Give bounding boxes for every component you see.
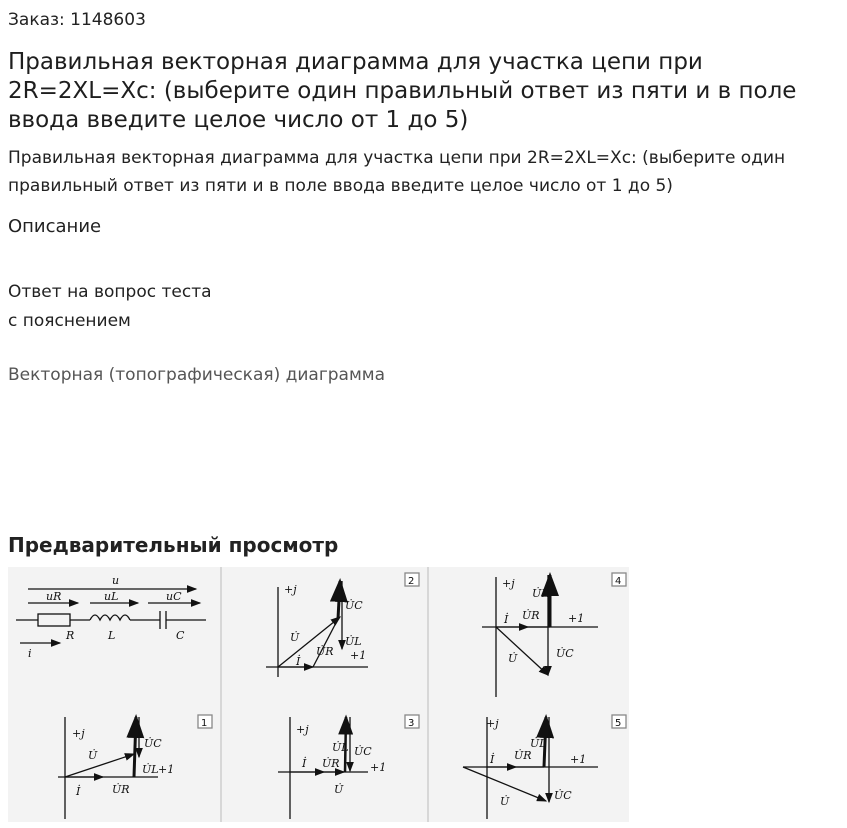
p3-UL: U̇L [332,741,349,754]
description-heading: Описание [8,216,102,237]
order-number: Заказ: 1148603 [8,10,146,30]
p4-UR: U̇R [522,609,540,622]
vector-diagrams-figure [8,567,629,822]
p2-UC: U̇C [345,599,363,612]
preview-heading: Предварительный просмотр [8,533,339,557]
circuit-label-i: i [28,647,32,660]
p1-UR: U̇R [112,783,130,796]
p2-UL: U̇L [345,635,362,648]
p1-U: U̇ [88,749,98,762]
p1-j: +j [72,727,85,740]
p3-j: +j [296,723,309,736]
p4-UL: U̇L [532,587,549,600]
circuit-label-uR: uR [46,590,62,603]
option-number-4: 4 [615,576,622,587]
p4-I: İ [504,613,509,626]
p1-UC: U̇C [144,737,162,750]
p1-one: +1 [158,763,175,776]
option-number-2: 2 [408,576,415,587]
p2-I: İ [296,655,301,668]
answer-line-2: с пояснением [8,311,131,331]
circuit-label-R: R [66,629,75,642]
p2-U: U̇ [290,631,300,644]
p2-UR: U̇R [316,645,334,658]
answer-line-1: Ответ на вопрос теста [8,282,212,302]
circuit-label-C: C [176,629,185,642]
p1-I: İ [76,785,81,798]
option-number-3: 3 [408,718,415,729]
p1-UL: U̇L [142,763,159,776]
option-number-1: 1 [201,718,208,729]
question-text: Правильная векторная диаграмма для участка цепи при 2R=2XL=Xc: (выберите один правильный ответ из пяти и в поле ввода введите целое число от 1 до 5) [8,148,786,196]
circuit-label-u: u [112,574,120,587]
diagram-caption: Векторная (топографическая) диаграмма [8,365,386,385]
p2-one: +1 [350,649,367,662]
p3-one: +1 [370,761,387,774]
p5-one: +1 [570,753,587,766]
p5-j: +j [486,717,499,730]
p4-j: +j [502,577,515,590]
circuit-label-uL: uL [104,590,119,603]
answer-description [8,278,212,336]
p3-I: İ [302,757,307,770]
circuit-label-uC: uC [166,590,182,603]
preview-image[interactable] [8,567,629,822]
p3-U: U̇ [334,783,344,796]
p4-U: U̇ [508,652,518,665]
p5-UL: U̇L [530,737,547,750]
p5-UC: U̇C [554,789,572,802]
option-number-5: 5 [615,718,622,729]
circuit-label-L: L [108,629,116,642]
page-title: Правильная векторная диаграмма для участка цепи при 2R=2XL=Xc: (выберите один правильный ответ из пяти и в поле ввода введите целое число от 1 до 5) [8,49,797,133]
p2-j: +j [284,583,297,596]
p3-UC: U̇C [354,745,372,758]
p3-UR: U̇R [322,757,340,770]
p4-one: +1 [568,612,585,625]
p5-UR: U̇R [514,749,532,762]
p5-U: U̇ [500,795,510,808]
p5-I: İ [490,753,495,766]
p4-UC: U̇C [556,647,574,660]
